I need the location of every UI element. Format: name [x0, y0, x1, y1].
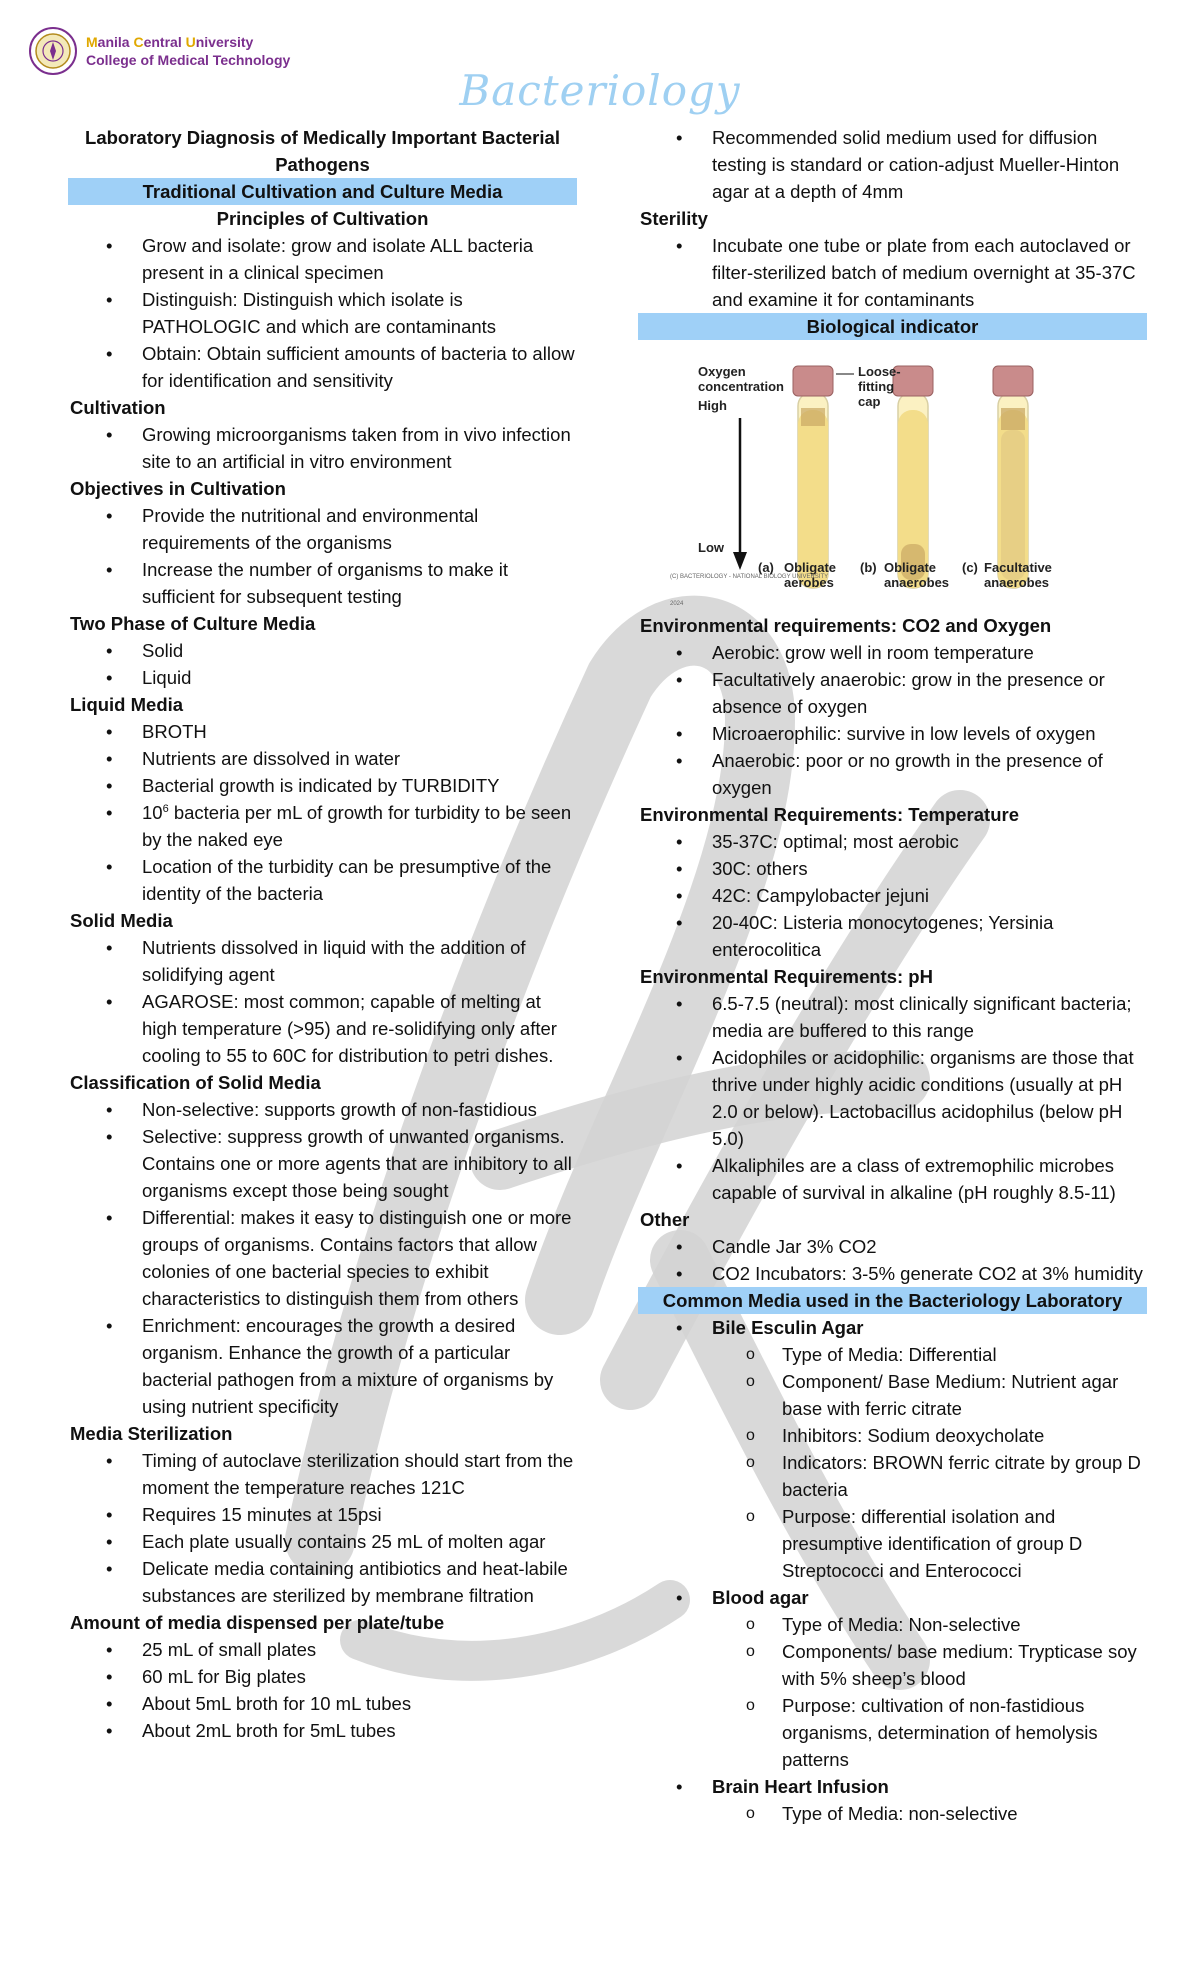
- media-details: [712, 1341, 1145, 1584]
- university-name: Manila Central University: [86, 34, 254, 50]
- classification-list: [70, 1096, 575, 1420]
- list-item: • Differential: makes it easy to distinguish one or more groups of organisms. Contains factors that allow colonies of one bacterial species to exhibit characteristics to distinguish them from others: [142, 1204, 575, 1312]
- list-item: • Provide the nutritional and environmental requirements of the organisms: [142, 502, 575, 556]
- liquid-media-heading: Liquid Media: [70, 694, 184, 715]
- tube-letter: (b): [860, 560, 877, 575]
- left-column: [70, 124, 575, 1744]
- list-item: • 30C: others: [712, 855, 1145, 882]
- solid-media-heading: Solid Media: [70, 910, 173, 931]
- cap-label: Loose-fitting cap: [858, 364, 901, 409]
- tube-label: Facultative anaerobes: [984, 560, 1052, 590]
- detail-item: o Type of Media: non-selective: [782, 1800, 1145, 1827]
- tube-label: Obligate anaerobes: [884, 560, 950, 590]
- list-item: • Recommended solid medium used for diffusion testing is standard or cation-adjust Mueller-Hinton agar at a depth of 4mm: [712, 124, 1145, 205]
- oxygen-concentration-label: Oxygen concentration: [698, 364, 784, 394]
- sterility-list: [640, 232, 1145, 313]
- common-media-list: [640, 1314, 1145, 1827]
- list-item: • Location of the turbidity can be presumptive of the identity of the bacteria: [142, 853, 575, 907]
- list-item: • Candle Jar 3% CO2: [712, 1233, 1145, 1260]
- classification-heading: Classification of Solid Media: [70, 1072, 321, 1093]
- list-item: • Delicate media containing antibiotics and heat-labile substances are sterilized by membrane filtration: [142, 1555, 575, 1609]
- env-oxygen-list: [640, 639, 1145, 801]
- figure-credit: (C) BACTERIOLOGY - NATIONAL BIOLOGY UNIVERSITY 2024: [670, 574, 829, 607]
- other-heading: Other: [640, 1209, 690, 1230]
- media-item: [712, 1314, 1145, 1584]
- media-item: [712, 1584, 1145, 1773]
- sterility-heading: Sterility: [640, 208, 708, 229]
- tube-label: Obligate aerobes: [784, 560, 837, 590]
- list-item: • Microaerophilic: survive in low levels of oxygen: [712, 720, 1145, 747]
- env-temperature-heading: Environmental Requirements: Temperature: [640, 804, 1019, 825]
- section-band-cultivation: Traditional Cultivation and Culture Media: [68, 178, 577, 205]
- list-item: • Requires 15 minutes at 15psi: [142, 1501, 575, 1528]
- list-item: • CO2 Incubators: 3-5% generate CO2 at 3% humidity: [712, 1260, 1145, 1287]
- media-name: Blood agar: [712, 1587, 809, 1608]
- list-item: • Distinguish: Distinguish which isolate is PATHOLOGIC and which are contaminants: [142, 286, 575, 340]
- list-item: • 25 mL of small plates: [142, 1636, 575, 1663]
- sterilization-list: [70, 1447, 575, 1609]
- other-list: [640, 1233, 1145, 1287]
- tube-letter: (c): [962, 560, 978, 575]
- media-item: [712, 1773, 1145, 1827]
- list-item: • 20-40C: Listeria monocytogenes; Yersinia enterocolitica: [712, 909, 1145, 963]
- list-item: • Nutrients are dissolved in water: [142, 745, 575, 772]
- college-name: College of Medical Technology: [86, 52, 291, 68]
- liquid-media-list: [70, 718, 575, 907]
- env-oxygen-heading: Environmental requirements: CO2 and Oxygen: [640, 615, 1052, 636]
- detail-item: o Component/ Base Medium: Nutrient agar base with ferric citrate: [782, 1368, 1145, 1422]
- objectives-list: [70, 502, 575, 610]
- list-item: • Timing of autoclave sterilization should start from the moment the temperature reaches 121C: [142, 1447, 575, 1501]
- cultivation-list: [70, 421, 575, 475]
- list-item: • Bacterial growth is indicated by TURBIDITY: [142, 772, 575, 799]
- amount-list: [70, 1636, 575, 1744]
- high-label: High: [698, 398, 727, 413]
- detail-item: o Components/ base medium: Trypticase soy with 5% sheep’s blood: [782, 1638, 1145, 1692]
- detail-item: o Purpose: cultivation of non-fastidious organisms, determination of hemolysis patterns: [782, 1692, 1145, 1773]
- detail-item: o Type of Media: Non-selective: [782, 1611, 1145, 1638]
- list-item: • $10^6$ bacteria per mL of growth for turbidity to be seen by the naked eye: [142, 799, 575, 853]
- solid-media-list: [70, 934, 575, 1069]
- list-item: • About 5mL broth for 10 mL tubes: [142, 1690, 575, 1717]
- list-item: • Incubate one tube or plate from each autoclaved or filter-sterilized batch of medium overnight at 35-37C and examine it for contaminants: [712, 232, 1145, 313]
- list-item: • Selective: suppress growth of unwanted organisms. Contains one or more agents that are inhibitory to all organisms except those being sought: [142, 1123, 575, 1204]
- list-item: • Facultatively anaerobic: grow in the presence or absence of oxygen: [712, 666, 1145, 720]
- list-item: • Enrichment: encourages the growth a desired organism. Enhance the growth of a particular bacterial pathogen from a mixture of organisms by using nutrient specificity: [142, 1312, 575, 1420]
- detail-item: o Inhibitors: Sodium deoxycholate: [782, 1422, 1145, 1449]
- sterilization-heading: Media Sterilization: [70, 1423, 233, 1444]
- right-column: [640, 124, 1145, 1827]
- list-item: • Solid: [142, 637, 575, 664]
- detail-item: o Type of Media: Differential: [782, 1341, 1145, 1368]
- list-item: • Obtain: Obtain sufficient amounts of bacteria to allow for identification and sensitivity: [142, 340, 575, 394]
- list-item: • Each plate usually contains 25 mL of molten agar: [142, 1528, 575, 1555]
- list-item: • Anaerobic: poor or no growth in the presence of oxygen: [712, 747, 1145, 801]
- list-item: • Liquid: [142, 664, 575, 691]
- list-item: • Nutrients dissolved in liquid with the addition of solidifying agent: [142, 934, 575, 988]
- list-item: • About 2mL broth for 5mL tubes: [142, 1717, 575, 1744]
- objectives-heading: Objectives in Cultivation: [70, 478, 286, 499]
- list-item: • 6.5-7.5 (neutral): most clinically significant bacteria; media are buffered to this range: [712, 990, 1145, 1044]
- principles-heading: Principles of Cultivation: [216, 208, 429, 229]
- env-ph-list: [640, 990, 1145, 1206]
- media-details: [712, 1611, 1145, 1773]
- media-name: Brain Heart Infusion: [712, 1776, 889, 1797]
- cultivation-heading: Cultivation: [70, 397, 166, 418]
- list-item: • Alkaliphiles are a class of extremophilic microbes capable of survival in alkaline (pH roughly 8.5-11): [712, 1152, 1145, 1206]
- list-item: • Increase the number of organisms to make it sufficient for subsequent testing: [142, 556, 575, 610]
- principles-list: [70, 232, 575, 394]
- list-item: • Aerobic: grow well in room temperature: [712, 639, 1145, 666]
- two-phase-list: [70, 637, 575, 691]
- list-item: • Grow and isolate: grow and isolate ALL bacteria present in a clinical specimen: [142, 232, 575, 286]
- document-title: Bacteriology: [459, 66, 741, 115]
- list-item: • BROTH: [142, 718, 575, 745]
- two-phase-heading: Two Phase of Culture Media: [70, 613, 316, 634]
- low-label: Low: [698, 540, 724, 555]
- oxygen-tubes-figure: [640, 344, 1145, 606]
- env-temperature-list: [640, 828, 1145, 963]
- list-item: • Acidophiles or acidophilic: organisms are those that thrive under highly acidic conditions (usually at pH 2.0 or below). Lactobacillus acidophilus (below pH 5.0): [712, 1044, 1145, 1152]
- main-title: Laboratory Diagnosis of Medically Important Bacterial Pathogens: [85, 127, 560, 175]
- amount-heading: Amount of media dispensed per plate/tube: [70, 1612, 445, 1633]
- section-band-common-media: Common Media used in the Bacteriology Laboratory: [638, 1287, 1147, 1314]
- section-band-biological-indicator: Biological indicator: [638, 313, 1147, 340]
- list-item: • 35-37C: optimal; most aerobic: [712, 828, 1145, 855]
- list-item: • AGAROSE: most common; capable of melting at high temperature (>95) and re-solidifying only after cooling to 55 to 60C for distribution to petri dishes.: [142, 988, 575, 1069]
- list-item: • 42C: Campylobacter jejuni: [712, 882, 1145, 909]
- media-name: Bile Esculin Agar: [712, 1317, 864, 1338]
- detail-item: o Indicators: BROWN ferric citrate by group D bacteria: [782, 1449, 1145, 1503]
- list-item: • Growing microorganisms taken from in vivo infection site to an artificial in vitro environment: [142, 421, 575, 475]
- list-item: • 60 mL for Big plates: [142, 1663, 575, 1690]
- media-details: [712, 1800, 1145, 1827]
- diffusion-list: [640, 124, 1145, 205]
- env-ph-heading: Environmental Requirements: pH: [640, 966, 933, 987]
- list-item: • Non-selective: supports growth of non-fastidious: [142, 1096, 575, 1123]
- tube-letter: (a): [758, 560, 774, 575]
- detail-item: o Purpose: differential isolation and presumptive identification of group D Streptococci and Enterococci: [782, 1503, 1145, 1584]
